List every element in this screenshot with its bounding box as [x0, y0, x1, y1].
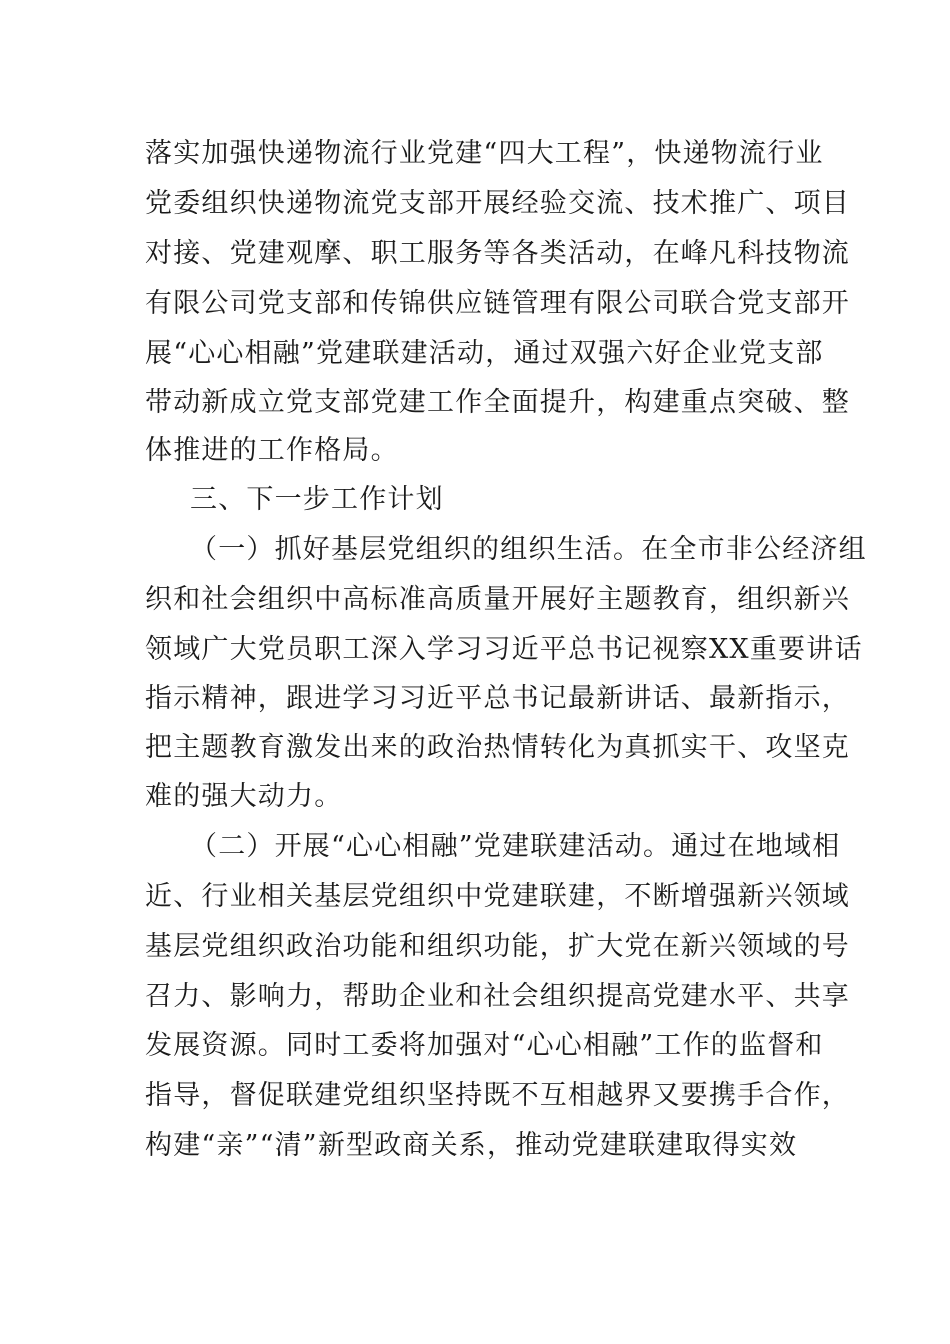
paragraph-line: 指示精神，跟进学习习近平总书记最新讲话、最新指示， — [145, 683, 850, 714]
paragraph-line: 把主题教育激发出来的政治热情转化为真抓实干、攻坚克 — [145, 732, 850, 763]
paragraph-line: 基层党组织政治功能和组织功能，扩大党在新兴领域的号 — [145, 931, 850, 962]
paragraph-line: 体推进的工作格局。 — [145, 435, 399, 466]
paragraph-line: 指导，督促联建党组织坚持既不互相越界又要携手合作， — [145, 1080, 850, 1111]
paragraph-line: 党委组织快递物流党支部开展经验交流、技术推广、项目 — [145, 188, 850, 219]
paragraph-line: （二）开展“心心相融”党建联建活动。通过在地域相 — [190, 831, 841, 862]
paragraph-line: 对接、党建观摩、职工服务等各类活动，在峰凡科技物流 — [145, 238, 850, 269]
paragraph-line: 展“心心相融”党建联建活动，通过双强六好企业党支部 — [145, 338, 824, 369]
paragraph-line: 有限公司党支部和传锦供应链管理有限公司联合党支部开 — [145, 288, 850, 319]
paragraph-line: 发展资源。同时工委将加强对“心心相融”工作的监督和 — [145, 1030, 824, 1061]
paragraph-line: 落实加强快递物流行业党建“四大工程”，快递物流行业 — [145, 138, 824, 169]
paragraph-line: 领域广大党员职工深入学习习近平总书记视察XX重要讲话 — [145, 634, 863, 665]
section-heading: 三、下一步工作计划 — [190, 484, 444, 515]
paragraph-line: 召力、影响力，帮助企业和社会组织提高党建水平、共享 — [145, 981, 850, 1012]
paragraph-line: 带动新成立党支部党建工作全面提升，构建重点突破、整 — [145, 387, 850, 418]
paragraph-line: 织和社会组织中高标准高质量开展好主题教育，组织新兴 — [145, 584, 850, 615]
paragraph-line: 近、行业相关基层党组织中党建联建，不断增强新兴领域 — [145, 881, 850, 912]
paragraph-line: 构建“亲”“清”新型政商关系，推动党建联建取得实效 — [145, 1130, 798, 1161]
paragraph-line: 难的强大动力。 — [145, 781, 343, 812]
paragraph-line: （一）抓好基层党组织的组织生活。在全市非公经济组 — [190, 534, 867, 565]
